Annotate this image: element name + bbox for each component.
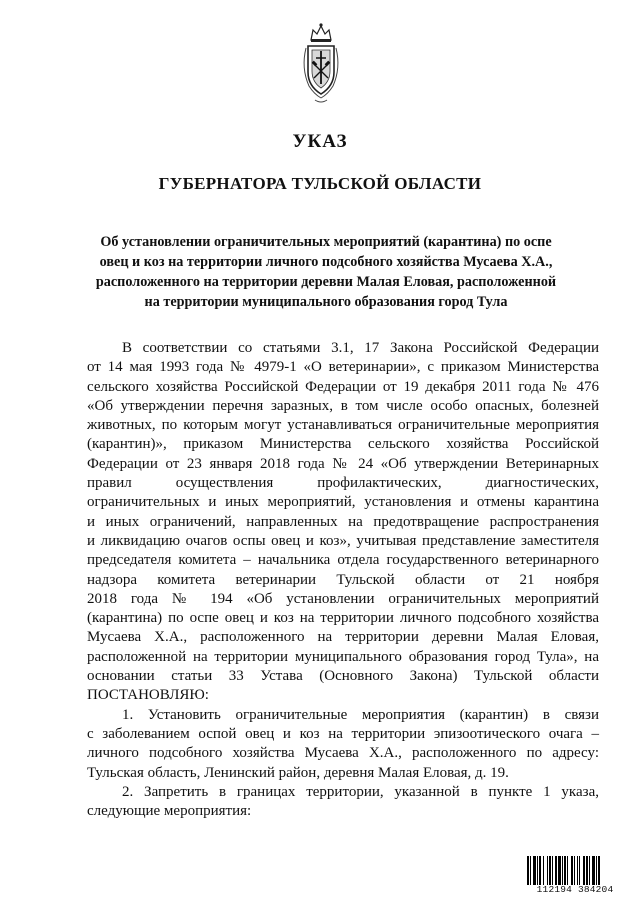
body-line-item-2: 2. Запретить в границах территории, указанной в пункте 1 указа, xyxy=(122,783,599,800)
body-line: животных, по которым могут устанавливаться ограничительные мероприятия xyxy=(87,417,599,434)
body-line: В соответствии со статьями 3.1, 17 Закона Российской Федерации xyxy=(122,340,599,356)
body-line: 2018 года № 194 «Об установлении ограничительных мероприятий xyxy=(87,590,599,607)
body-line: председателя комитета – начальника отдела государственного ветеринарного xyxy=(87,552,599,569)
coat-of-arms-icon xyxy=(299,20,343,106)
body-line: следующие мероприятия: xyxy=(87,803,252,820)
subject-line: Об установлении ограничительных мероприятий (карантина) по оспе xyxy=(100,234,552,250)
body-line: расположенной на территории муниципального образования город Тула», на xyxy=(87,648,599,665)
body-line: основании статьи 33 Устава (Основного Закона) Тульской области xyxy=(87,668,599,685)
body-line: правил осуществления профилактических, диагностических, xyxy=(87,475,599,492)
subject-line: расположенного на территории деревни Малая Еловая, расположенной xyxy=(95,274,557,290)
barcode-bars-icon xyxy=(527,856,623,885)
body-line: и иных ограничений, направленных на предотвращение распространения xyxy=(87,513,599,530)
body-line: сельского хозяйства Российской Федерации от 19 декабря 2011 года № 476 xyxy=(87,378,599,395)
body-line: Мусаева Х.А., расположенного на территории деревни Малая Еловая, xyxy=(87,629,599,646)
document-type: УКАЗ xyxy=(292,131,348,152)
body-line-decree: ПОСТАНОВЛЯЮ: xyxy=(87,687,209,704)
body-line: с заболеванием оспой овец и коз на территории эпизоотического очага – xyxy=(87,725,599,742)
subject-line: на территории муниципального образования город Тула xyxy=(144,294,508,310)
subject-line: овец и коз на территории личного подсобного хозяйства Мусаева Х.А., xyxy=(99,254,553,270)
barcode xyxy=(527,856,623,896)
body-line: надзора комитета ветеринарии Тульской области от 21 ноября xyxy=(87,571,599,588)
body-line-item-1: 1. Установить ограничительные мероприятия (карантин) в связи xyxy=(122,706,599,723)
body-line: от 14 мая 1993 года № 4979-1 «О ветеринарии», с приказом Министерства xyxy=(87,359,599,376)
body-line: личного подсобного хозяйства Мусаева Х.А., расположенного по адресу: xyxy=(87,745,599,762)
document-body xyxy=(87,339,599,821)
body-line: Тульская область, Ленинский район, деревня Малая Еловая, д. 19. xyxy=(87,764,509,781)
body-line: (карантин)», приказом Министерства сельского хозяйства Российской xyxy=(87,436,599,453)
body-line: «Об утверждении перечня заразных, в том числе особо опасных, болезней xyxy=(87,397,599,414)
barcode-number: 112194 384204 xyxy=(536,884,614,895)
body-line: и ликвидацию очагов оспы овец и коз», учитывая представление заместителя xyxy=(87,532,599,549)
body-line: Федерации от 23 января 2018 года № 24 «Об утверждении Ветеринарных xyxy=(87,455,599,472)
document-subject xyxy=(84,232,568,312)
document-issuer: ГУБЕРНАТОРА ТУЛЬСКОЙ ОБЛАСТИ xyxy=(158,174,482,193)
body-line: (карантина) по оспе овец и коз на территории личного подсобного хозяйства xyxy=(87,610,599,627)
body-line: ограничительных и иных мероприятий, установления и отмены карантина xyxy=(87,494,599,511)
